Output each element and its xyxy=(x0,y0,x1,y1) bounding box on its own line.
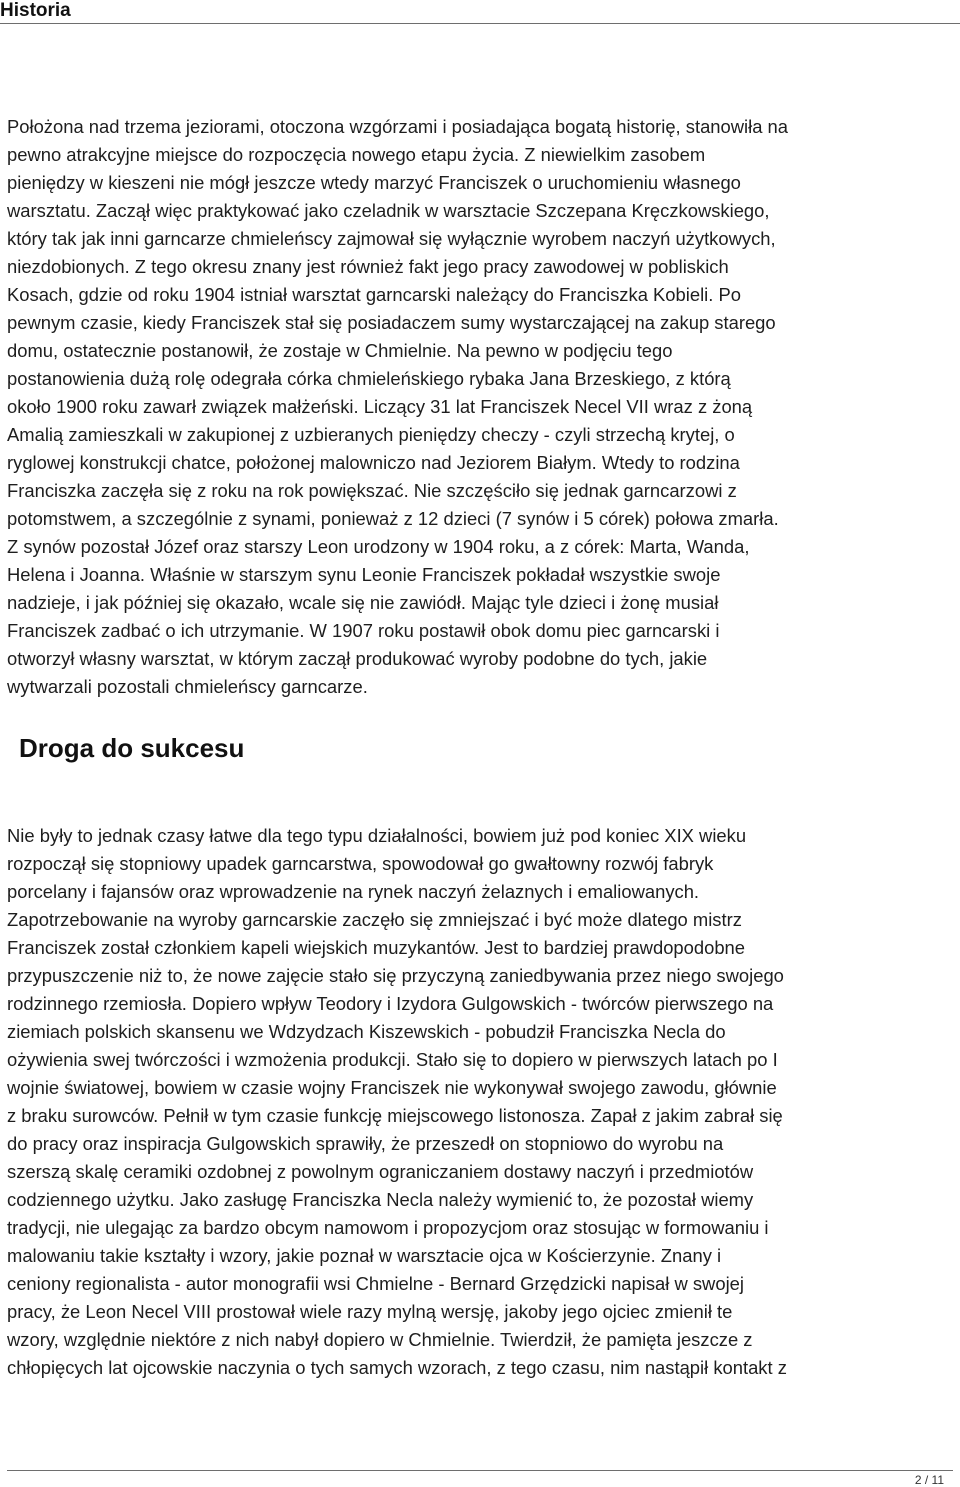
footer-divider xyxy=(7,1470,953,1471)
body-paragraph-history: Położona nad trzema jeziorami, otoczona wzgórzami i posiadająca bogatą historię, stanowiła na pewno atrakcyjne miejsce do rozpoczęcia nowego etapu życia. Z niewielkim zasobem pieniędzy w kieszeni nie mógł jeszcze wtedy marzyć Franciszek o uruchomieniu własnego warsztatu. Zaczął więc praktykować jako czeladnik w warsztacie Szczepana Kręczkowskiego, który tak jak inni garncarze chmieleńscy zajmował się wyłącznie wyrobem naczyń użytkowych, niezdobionych. Z tego okresu znany jest również fakt jego pracy zawodowej w pobliskich Kosach, gdzie od roku 1904 istniał warsztat garncarski należący do Franciszka Kobieli. Po pewnym czasie, kiedy Franciszek stał się posiadaczem sumy wystarczającej na zakup starego domu, ostatecznie postanowił, że zostaje w Chmielnie. Na pewno w podjęciu tego postanowienia dużą rolę odegrała córka chmieleńskiego rybaka Jana Brzeskiego, z którą około 1900 roku zawarł związek małżeński. Liczący 31 lat Franciszek Necel VII wraz z żoną Amalią zamieszkali w zakupionej z uzbieranych pieniędzy checzy - czyli strzechą krytej, o ryglowej konstrukcji chatce, położonej malowniczo nad Jeziorem Białym. Wtedy to rodzina Franciszka zaczęła się z roku na rok powiększać. Nie szczęściło się jednak garncarzowi z potomstwem, a szczególnie z synami, ponieważ z 12 dzieci (7 synów i 5 córek) połowa zmarła. Z synów pozostał Józef oraz starszy Leon urodzony w 1904 roku, a z córek: Marta, Wanda, Helena i Joanna. Właśnie w starszym synu Leonie Franciszek pokładał wszystkie swoje nadzieje, i jak później się okazało, wcale się nie zawiódł. Mając tyle dzieci i żonę musiał Franciszek zadbać o ich utrzymanie. W 1907 roku postawił obok domu piec garncarski i otworzył własny warsztat, w którym zaczął produkować wyroby podobne do tych, jakie wytwarzali pozostali chmieleńscy garncarze. xyxy=(7,116,789,697)
section-heading: Droga do sukcesu xyxy=(19,733,245,763)
page-header-title: Historia xyxy=(0,0,71,21)
body-paragraph-success: Nie były to jednak czasy łatwe dla tego typu działalności, bowiem już pod koniec XIX wieku rozpoczął się stopniowy upadek garncarstwa, spowodował go gwałtowny rozwój fabryk porcelany i fajansów oraz wprowadzenie na rynek naczyń żelaznych i emaliowanych. Zapotrzebowanie na wyroby garncarskie zaczęło się zmniejszać i być może dlatego mistrz Franciszek został członkiem kapeli wiejskich muzykantów. Jest to bardziej prawdopodobne przypuszczenie niż to, że nowe zajęcie stało się przyczyną zaniedbywania przez niego swojego rodzinnego rzemiosła. Dopiero wpływ Teodory i Izydora Gulgowskich - twórców pierwszego na ziemiach polskich skansenu we Wdzydzach Kiszewskich - pobudził Franciszka Necla do ożywienia swej twórczości i wzmożenia produkcji. Stało się to dopiero w pierwszych latach po I wojnie światowej, bowiem w czasie wojny Franciszek nie wykonywał swojego zawodu, głównie z braku surowców. Pełnił w tym czasie funkcję miejscowego listonosza. Zapał z jakim zabrał się do pracy oraz inspiracja Gulgowskich sprawiły, że przeszedł on stopniowo do wyrobu na szerszą skalę ceramiki ozdobnej z powolnym ograniczaniem dostawy naczyń i przedmiotów codziennego użytku. Jako zasługę Franciszka Necla należy wymienić to, że pozostał wiemy tradycji, nie ulegając za bardzo obcym namowom i propozycjom oraz stosując w formowaniu i malowaniu takie kształty i wzory, jakie poznał w warsztacie ojca w Kościerzynie. Znany i ceniony regionalista - autor monografii wsi Chmielne - Bernard Grzędzicki napisał w swojej pracy, że Leon Necel VIII prostował wiele razy mylną wersję, jakoby jego ojciec zmienił te wzory, względnie niektóre z nich nabył dopiero w Chmielnie. Twierdził, że pamięta jeszcze z chłopięcych lat ojcowskie naczynia o tych samych wzorach, z tego czasu, nim nastąpił kontakt z xyxy=(7,825,787,1378)
page-number: 2 / 11 xyxy=(914,1473,944,1487)
header-divider xyxy=(0,23,960,24)
